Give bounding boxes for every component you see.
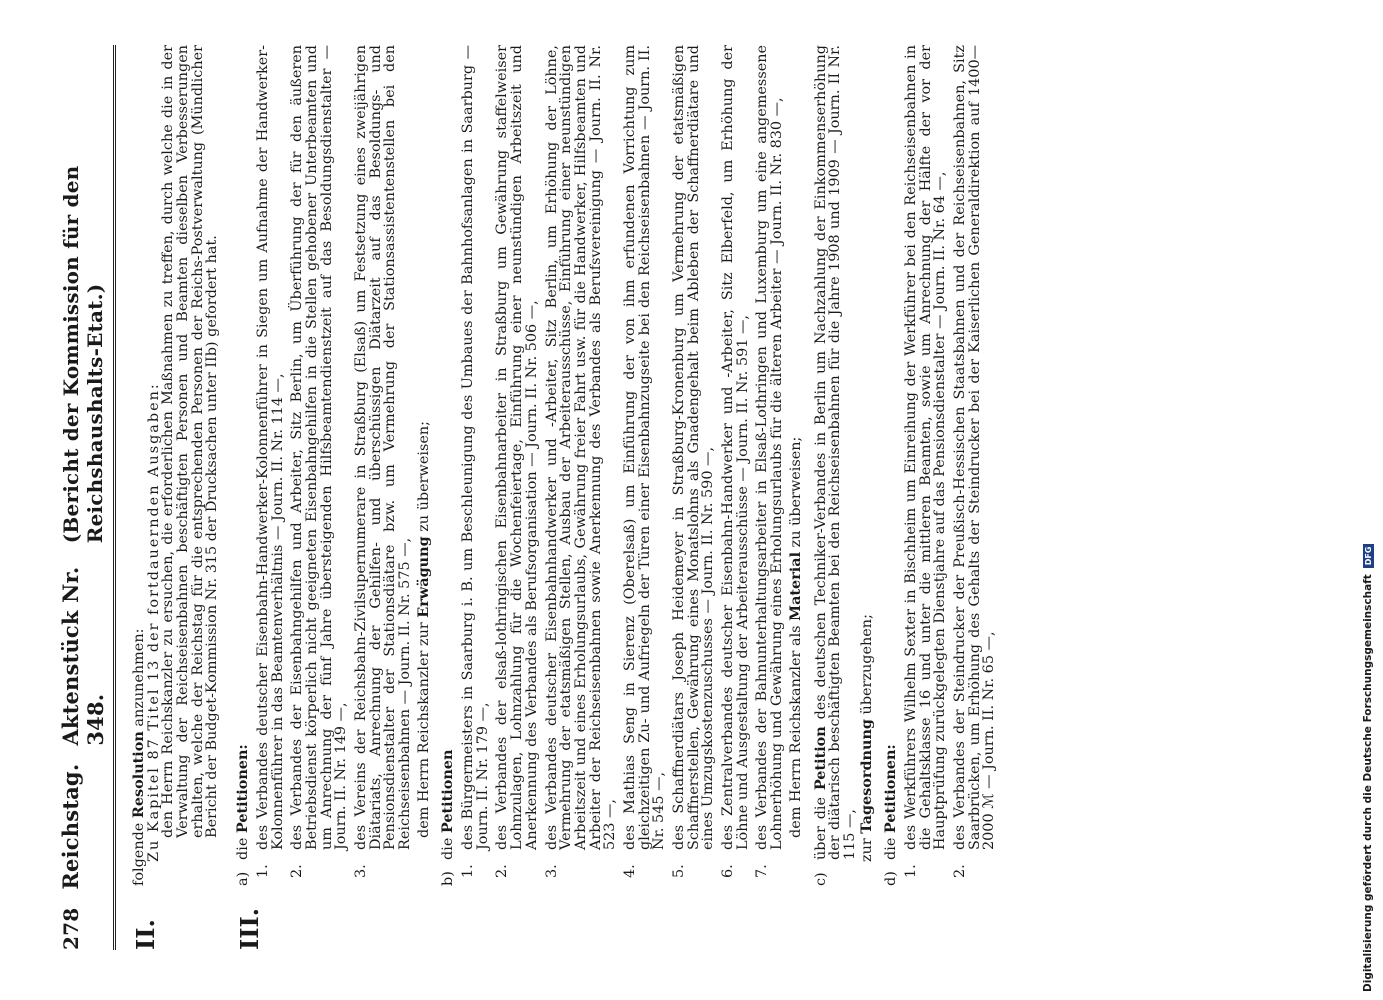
group-letter: d) [883, 871, 900, 886]
group-label-pre: die [235, 837, 252, 860]
list-item [755, 45, 784, 886]
group-c [811, 45, 875, 886]
list-item [495, 45, 539, 886]
group-label: Petitionen [439, 749, 457, 834]
document-content [132, 45, 997, 950]
section-number: III. [235, 907, 265, 950]
group-conclusion [414, 45, 432, 838]
group-label-pre: die [440, 837, 457, 860]
item-text: des Werkführers Wilhelm Sexter in Bischheim um Einreihung der Werkführer bei den Reichseisenbahnen in die Gehaltsklasse 16 und unter die mittleren Beamten, sowie um Anrechnung der Hälfte der vor der Hauptprüfung zurückgelegten Dienstjahre auf das Pensionsdienstalter — Journ. II. Nr. 64 —, [902, 45, 949, 850]
page-body [58, 45, 997, 950]
item-number: 2. [952, 864, 968, 878]
item-text: des Verbandes der Steindrucker der Preußisch-Hessischen Staatsbahnen und der Reichseisenbahnen, Sitz Saarbrücken, um Erhöhung des Gehalts der Steindrucker bei der Kaiserlichen Generaldirektion auf 1400—2000 ℳ — Journ. II. Nr. 65 —, [952, 45, 998, 850]
conclusion-pre: dem Herrn Reichskanzler zur [415, 622, 432, 838]
section-iii [236, 45, 997, 950]
item-number: 1. [254, 864, 271, 878]
list-item [545, 45, 618, 886]
item-number: 4. [621, 864, 638, 878]
list-item [672, 45, 716, 886]
chapter-reference: Zu Kapitel 87 Titel 13 der fortdauernden Ausgaben: [145, 382, 162, 862]
list-item [623, 45, 667, 886]
page-header [58, 45, 116, 950]
group-label: Petitionen: [234, 744, 252, 834]
item-number: 3. [352, 864, 369, 878]
item-number: 1. [460, 864, 477, 878]
group-b [441, 45, 803, 886]
petition-list-b [461, 45, 785, 886]
section-body [236, 45, 997, 886]
item-text: des Vereins der Reichsbahn-Zivilsupernumerare in Straßburg (Elsaß) um Festsetzung eines zweijährigen Diätariats, Anrechnung der Gehilfen- und überschüssigen Diätarzeit auf das Besoldungs- und Pensionsdienstalter der Stationsdiätare bzw. um Vermehrung der Stationsassistentenstellen bei den Reichseisenbahnen — Journ. II. Nr. 575 —, [352, 45, 413, 850]
section-ii [132, 45, 220, 950]
conclusion-bold: Tagesordnung [857, 719, 875, 834]
group-d [884, 45, 997, 886]
item-text: des Verbandes der Eisenbahngehilfen und Arbeiter, Sitz Berlin, um Überführung der für den äußeren Betriebsdienst körperlich nicht geeigneten Eisenbahngehilfen in die Stellen gehobener Unterbeamten und um Anrechnung der fünf Jahre übersteigenden Hilfsbeamtendienstzeit auf das Besoldungsdienstalter — Journ. II. Nr. 149 —, [289, 45, 350, 850]
conclusion-bold: Erwägung [414, 536, 432, 618]
item-text: des Verbandes deutscher Eisenbahnhandwerker und -Arbeiter, Sitz Berlin, um Erhöhung der Löhne, Vermehrung der etatsmäßigen Stellen, Ausbau der Arbeiterausschüsse, Einführung einer neunstündigen Arbeitszeit und eines Erholungsurlaubs, Gewährung freier Fahrt usw. für die Handwerker, Hilfsbeamten und Arbeiter der Reichseisenbahnen sowie Anerkennung des Verbandes als Berufsvereinigung — Journ. II. Nr. 523 —, [543, 45, 619, 850]
group-c-text [811, 45, 858, 860]
group-letter: a) [235, 871, 252, 886]
list-item [953, 45, 997, 886]
list-item [354, 45, 413, 886]
item-number: 7. [754, 864, 771, 878]
intro-text: folgende [131, 822, 147, 886]
conclusion-pre: zur [858, 838, 875, 862]
list-item [904, 45, 948, 886]
group-head [236, 45, 251, 886]
header-title: (Bericht der Kommission für den Reichshaushalts-Etat.) [59, 165, 107, 544]
item-text: des Verbandes der Bahnunterhaltungsarbeiter in Elsaß-Lothringen und Luxemburg um eine angemessene Lohnerhöhung und Gewährung eines Erholungsurlaubs für die älteren Arbeiter — Journ. II. Nr. 830 —, [754, 45, 786, 850]
header-left: Reichstag. [58, 763, 83, 890]
item-number: 1. [902, 864, 919, 878]
group-conclusion [786, 45, 804, 838]
item-number: 6. [720, 864, 737, 878]
conclusion-post: zu überweisen; [787, 436, 804, 548]
conclusion-pre: dem Herrn Reichskanzler als [787, 625, 804, 838]
c-text-pre: über die [812, 796, 829, 860]
digitization-note [1362, 544, 1374, 992]
petition-list-d [904, 45, 997, 886]
section-number: II. [131, 919, 160, 950]
group-letter: c) [812, 872, 829, 886]
group-conclusion [857, 45, 875, 862]
item-number: 3. [543, 864, 560, 878]
item-number: 2. [289, 864, 306, 878]
group-head [884, 45, 899, 886]
list-item [461, 45, 490, 886]
section-body [132, 45, 220, 886]
page-number: 278 [59, 907, 83, 950]
conclusion-post: überzugehen; [858, 614, 875, 715]
group-a [236, 45, 431, 886]
resolution-text: den Herrn Reichskanzler zu ersuchen, die erforderlichen Maßnahmen zu treffen, durch welche die in der Verwaltung der Reichseisenbahnen beschäftigten Personen und Beamten dieselben Verbesserungen erhalten, welche der Reichstag für die entsprechenden Personen der Reichs-Postverwaltung (Mündlicher Bericht der Budget-Kommission Nr. 315 der Drucksachen unter IIb) gefordert hat. [160, 45, 221, 838]
item-text: des Schaffnerdiätars Joseph Heidemeyer in Straßburg-Kronenburg um Vermehrung der etatsmäßigen Schaffnerstellen, Gewährung eines Monatslohns als Gnadengehalt beim Ableben der Schaffnerdiätare und eines Umzugskostenzuschusses — Journ. II. Nr. 590 —, [671, 45, 717, 850]
item-text: des Verbandes deutscher Eisenbahn-Handwerker-Kolonnenführer in Siegen um Aufnahme der Handwerker-Kolonnenführer in das Beamtenverhältnis — Journ. II. Nr. 114 —, [254, 45, 286, 850]
intro-bold: Resolution [130, 731, 147, 819]
item-text: des Zentralverbandes deutscher Eisenbahn-Handwerker und -Arbeiter, Sitz Elberfeld, um Erhöhung der Löhne und Ausgestaltung der Arbeiterausschüsse — Journ. II. Nr. 591 —, [720, 45, 751, 850]
group-letter: b) [440, 871, 457, 886]
digitization-text: Digitalisierung gefördert durch die Deutsche Forschungsgemeinschaft [1362, 574, 1374, 992]
header-center: Aktenstück Nr. 348. [58, 566, 108, 746]
group-head [811, 45, 858, 886]
item-number: 5. [671, 864, 687, 878]
group-label-pre: die [883, 837, 900, 860]
list-item [290, 45, 349, 886]
section-intro [132, 45, 147, 886]
dfg-logo: DFG [1363, 544, 1374, 569]
conclusion-bold: Material [786, 551, 804, 621]
list-item [256, 45, 285, 886]
item-text: des Bürgermeisters in Saarburg i. B. um Beschleunigung des Umbaues der Bahnhofsanlagen in Saarburg — Journ. II. Nr. 179 —, [460, 45, 491, 850]
item-number: 2. [494, 864, 511, 878]
item-text: des Verbandes der elsaß-lothringischen Eisenbahnarbeiter in Straßburg um Gewährung staffelweiser Lohnzulagen, Lohnzahlung für die Wochenfeiertage, Einführung einer neunstündigen Arbeitszeit und Anerkennung des Verbandes als Berufsorganisation — Journ. II. Nr. 506 —, [494, 45, 540, 850]
item-text: des Mathias Seng in Sierenz (Oberelsaß) um Einführung der von ihm erfundenen Vorrichtung zum gleichzeitigen Zu- und Aufriegeln der Türen einer Eisenbahnzugseite bei den Reichseisenbahnen — Journ. II. Nr. 545 —, [621, 45, 668, 850]
list-item [721, 45, 750, 886]
intro-text-end: anzunehmen: [131, 628, 147, 727]
group-label: Petitionen: [882, 744, 900, 834]
petition-list-a [256, 45, 413, 886]
group-head [441, 45, 456, 886]
c-text-bold: Petition [811, 726, 829, 791]
c-text-post: des deutschen Techniker-Verbandes in Berlin um Nachzahlung der Einkommenserhöhung der diätarisch beschäftigten Beamten bei den Reichseisenbahnen für die Jahre 1908 und 1909 — Journ. II Nr. 115 —, [812, 45, 858, 860]
conclusion-post: zu überweisen; [415, 421, 432, 532]
